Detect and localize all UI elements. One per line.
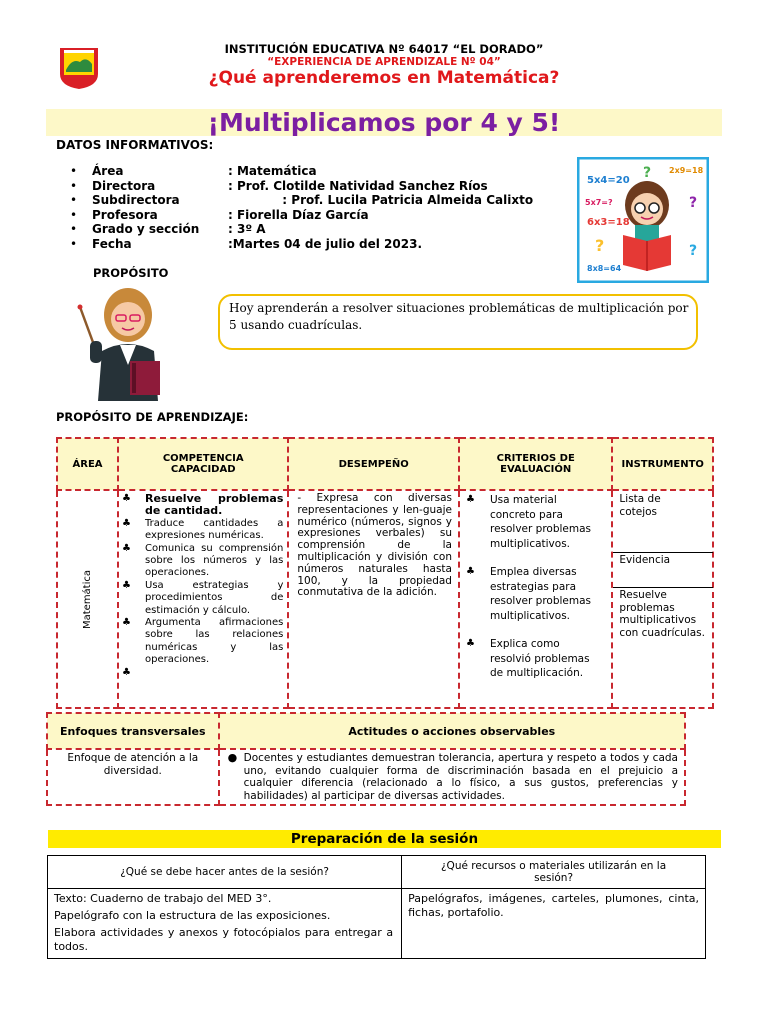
col-actitudes: Actitudes o acciones observables [219, 713, 685, 749]
competencia-title: ♣ Resuelve problemas de cantidad. [122, 492, 284, 518]
actitud-value: Docentes y estudiantes demuestran tolerancia, apertura y respeto a todos y cada uno, evitando cualquier forma de discriminación basada en el prejuicio a cualquier diferencia (relacionado a lo físico, a sus gustos, preferencias y habilidades) al participar de diversas actividades. [243, 752, 678, 802]
competencia-cell [118, 490, 288, 708]
col-area: ÁREA [57, 438, 118, 490]
svg-text:?: ? [595, 236, 605, 255]
recursos-cell [402, 889, 706, 959]
session-question: ¿Qué aprenderemos en Matemática? [208, 68, 560, 88]
proposito-text: Hoy aprenderán a resolver situaciones problemáticas de multiplicación por 5 usando cuadrículas. [229, 301, 689, 332]
antes-cell [48, 889, 402, 959]
preparacion-table [47, 855, 706, 959]
svg-text:?: ? [689, 195, 698, 211]
criterio-item: ♣ Usa material concreto para resolver problemas multiplicativos. [465, 494, 592, 550]
proposito-heading: PROPÓSITO [93, 266, 169, 280]
criterios-cell [459, 490, 612, 708]
evidencia-value: Resuelve problemas multiplicativos con cuadrículas. [619, 589, 705, 639]
enfoque-value: Enfoque de atención a la diversidad. [67, 752, 199, 777]
svg-text:8x8=64: 8x8=64 [587, 264, 622, 273]
datos-heading: DATOS INFORMATIVOS: [56, 138, 214, 152]
preparacion-header-row [48, 856, 706, 889]
capacidad-item: ♣ Traduce cantidades a expresiones numéricas. [122, 517, 284, 542]
institution-name: INSTITUCIÓN EDUCATIVA Nº 64017 “EL DORADO” [224, 42, 544, 56]
desempeno-text: - Expresa con diversas representaciones y len-guaje numérico (números, signos y expresiones verbales) su comprensión de la multiplicación y división con números naturales hasta 100, y la propiedad conmutativa de la adición. [297, 492, 452, 599]
col-desempeno: DESEMPEÑO [288, 438, 459, 490]
enfoques-header-row [47, 713, 685, 749]
antes-item: Papelógrafo con la estructura de las exposiciones. [54, 909, 331, 922]
antes-item: Texto: Cuaderno de trabajo del MED 3°. [54, 892, 272, 905]
col-antes: ¿Qué se debe hacer antes de la sesión? [48, 856, 402, 889]
criterio-item: ♣ Emplea diversas estrategias para resolver problemas multiplicativos. [465, 566, 592, 622]
recursos-value: Papelógrafos, imágenes, carteles, plumones, cinta, fichas, portafolio. [408, 892, 699, 919]
experience-number: “EXPERIENCIA DE APRENDIZALE Nº 04” [267, 56, 501, 68]
page-title: ¡Multiplicamos por 4 y 5! [207, 108, 561, 137]
enfoque-cell [47, 749, 219, 805]
evidencia-label: Evidencia [619, 554, 671, 566]
criterio-item: ♣ Explica como resolvió problemas de multiplicación. [465, 638, 590, 679]
svg-text:?: ? [643, 165, 652, 181]
enfoques-table [46, 712, 686, 806]
svg-text:5x4=20: 5x4=20 [587, 175, 630, 186]
antes-item: Elabora actividades y anexos y fotocópialos para entregar a todos. [54, 926, 394, 953]
aprendizaje-header-row [57, 438, 713, 490]
school-logo [56, 44, 102, 90]
bullet: ● [227, 751, 238, 764]
actitud-cell [219, 749, 685, 805]
col-criterios: CRITERIOS DE EVALUACIÓN [459, 438, 612, 490]
col-recursos: ¿Qué recursos o materiales utilizarán en la sesión? [402, 856, 706, 889]
svg-text:5x7=?: 5x7=? [585, 198, 613, 207]
student-math-illustration [577, 157, 709, 283]
capacidad-item: ♣ Argumenta afirmaciones sobre las relaciones numéricas y las operaciones. [122, 617, 284, 666]
col-competencia: COMPETENCIA CAPACIDAD [118, 438, 288, 490]
capacidad-item: ♣ Comunica su comprensión sobre los números y las operaciones. [122, 542, 284, 579]
col-enfoques: Enfoques transversales [47, 713, 219, 749]
teacher-illustration [76, 285, 186, 401]
capacidad-item: ♣ [122, 666, 131, 678]
capacidad-item: ♣ Usa estrategias y procedimientos de estimación y cálculo. [122, 579, 284, 616]
instrumento-cell [612, 490, 713, 708]
area-cell [57, 490, 118, 708]
instrumento-value: Lista de cotejos [619, 493, 661, 518]
svg-text:6x3=18: 6x3=18 [587, 217, 630, 228]
col-instrumento: INSTRUMENTO [612, 438, 713, 490]
svg-text:?: ? [689, 243, 698, 259]
aprendizaje-heading: PROPÓSITO DE APRENDIZAJE: [56, 410, 249, 424]
area-value: Matemática [82, 569, 94, 629]
desempeno-cell [288, 490, 459, 708]
preparacion-title: Preparación de la sesión [48, 830, 721, 848]
aprendizaje-table [56, 437, 714, 709]
svg-text:2x9=18: 2x9=18 [669, 166, 704, 175]
